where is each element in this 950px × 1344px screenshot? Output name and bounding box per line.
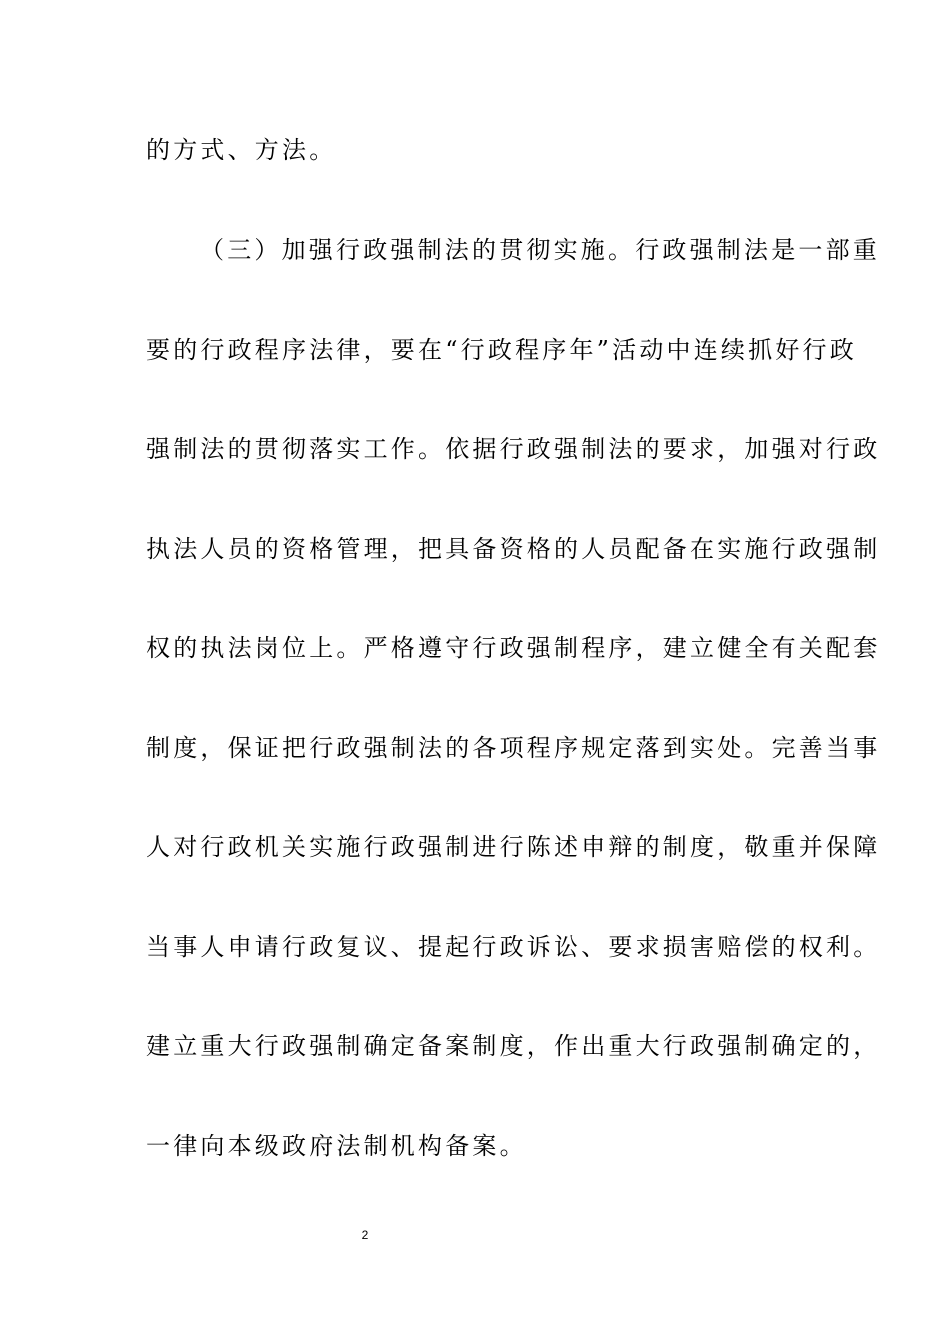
text-line: 建立重大行政强制确定备案制度，作出重大行政强制确定的， xyxy=(146,1032,881,1060)
text-line: 当事人申请行政复议、提起行政诉讼、要求损害赔偿的权利。 xyxy=(146,933,881,961)
text-line: 人对行政机关实施行政强制进行陈述申辩的制度，敬重并保障 xyxy=(146,833,881,861)
text-line: 执法人员的资格管理，把具备资格的人员配备在实施行政强制 xyxy=(146,535,881,563)
text-line: 一律向本级政府法制机构备案。 xyxy=(146,1132,527,1160)
text-line: 要的行政程序法律，要在“行政程序年”活动中连续抓好行政 xyxy=(146,336,857,364)
text-line: 制度，保证把行政强制法的各项程序规定落到实处。完善当事 xyxy=(146,734,881,762)
text-line: 权的执法岗位上。严格遵守行政强制程序，建立健全有关配套 xyxy=(146,634,881,662)
section-heading-line: （三）加强行政强制法的贯彻实施。行政强制法是一部重 xyxy=(200,236,880,264)
text-line: 的方式、方法。 xyxy=(146,136,337,164)
text-line: 强制法的贯彻落实工作。依据行政强制法的要求，加强对行政 xyxy=(146,435,881,463)
page-number: 2 xyxy=(361,1228,369,1242)
